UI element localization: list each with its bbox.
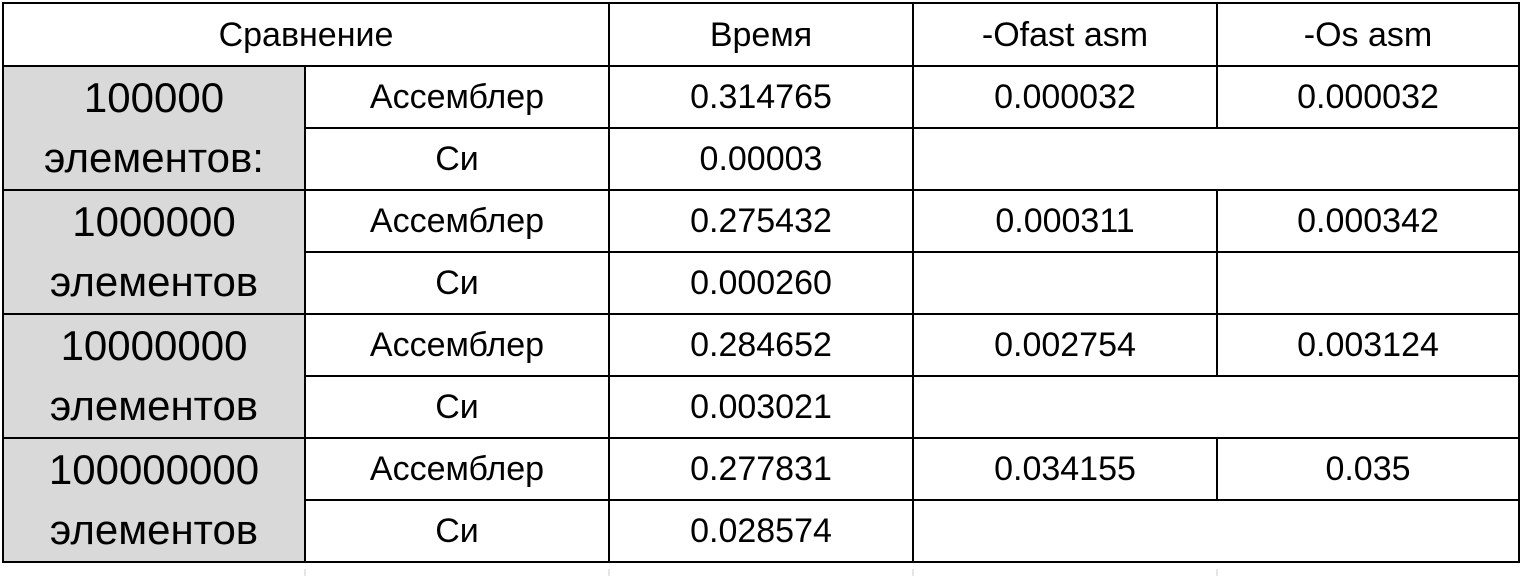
gridline-hint bbox=[912, 569, 914, 576]
comparison-table bbox=[2, 2, 1520, 563]
table-row bbox=[3, 314, 1519, 376]
c-empty-cell bbox=[913, 128, 1519, 190]
c-time-cell: 0.003021 bbox=[609, 376, 913, 438]
group-label-cell bbox=[3, 66, 305, 190]
asm-os-cell: 0.003124 bbox=[1217, 314, 1519, 376]
group-label-cell bbox=[3, 438, 305, 562]
table-row bbox=[3, 190, 1519, 252]
group-label-unit: элементов: bbox=[44, 134, 264, 181]
group-label-count: 100000 bbox=[83, 74, 225, 121]
c-time-cell: 0.028574 bbox=[609, 500, 913, 562]
group-label-unit: элементов bbox=[49, 382, 259, 429]
header-time: Время bbox=[609, 3, 913, 66]
group-label-unit: элементов bbox=[49, 506, 259, 553]
c-label-cell: Си bbox=[305, 252, 609, 314]
asm-time-cell: 0.284652 bbox=[609, 314, 913, 376]
c-time-cell: 0.00003 bbox=[609, 128, 913, 190]
asm-label-cell: Ассемблер bbox=[305, 190, 609, 252]
c-time-cell: 0.000260 bbox=[609, 252, 913, 314]
c-empty-cell bbox=[913, 376, 1519, 438]
group-label-count: 10000000 bbox=[60, 322, 248, 369]
group-label-count: 100000000 bbox=[48, 446, 260, 493]
header-comparison: Сравнение bbox=[3, 3, 609, 66]
asm-time-cell: 0.314765 bbox=[609, 66, 913, 128]
c-label-cell: Си bbox=[305, 500, 609, 562]
c-empty-cell bbox=[913, 500, 1519, 562]
asm-time-cell: 0.277831 bbox=[609, 438, 913, 500]
group-label-count: 1000000 bbox=[72, 198, 236, 245]
asm-label-cell: Ассемблер bbox=[305, 66, 609, 128]
gridline-hint bbox=[1216, 569, 1218, 576]
asm-time-cell: 0.275432 bbox=[609, 190, 913, 252]
group-label-cell bbox=[3, 190, 305, 314]
header-os-asm: -Os asm bbox=[1217, 3, 1519, 66]
group-label-cell bbox=[3, 314, 305, 438]
gridline-hint bbox=[304, 569, 306, 576]
header-ofast-asm: -Ofast asm bbox=[913, 3, 1217, 66]
asm-ofast-cell: 0.034155 bbox=[913, 438, 1217, 500]
comparison-table-container bbox=[2, 2, 1520, 563]
asm-os-cell: 0.035 bbox=[1217, 438, 1519, 500]
asm-label-cell: Ассемблер bbox=[305, 314, 609, 376]
asm-label-cell: Ассемблер bbox=[305, 438, 609, 500]
header-row bbox=[3, 3, 1519, 66]
asm-ofast-cell: 0.000032 bbox=[913, 66, 1217, 128]
c-empty-cell bbox=[1217, 252, 1519, 314]
c-empty-cell bbox=[913, 252, 1217, 314]
asm-os-cell: 0.000342 bbox=[1217, 190, 1519, 252]
c-label-cell: Си bbox=[305, 128, 609, 190]
group-label-unit: элементов bbox=[49, 258, 259, 305]
c-label-cell: Си bbox=[305, 376, 609, 438]
gridline-hint bbox=[608, 569, 610, 576]
table-row bbox=[3, 66, 1519, 128]
asm-os-cell: 0.000032 bbox=[1217, 66, 1519, 128]
table-row bbox=[3, 438, 1519, 500]
asm-ofast-cell: 0.000311 bbox=[913, 190, 1217, 252]
asm-ofast-cell: 0.002754 bbox=[913, 314, 1217, 376]
